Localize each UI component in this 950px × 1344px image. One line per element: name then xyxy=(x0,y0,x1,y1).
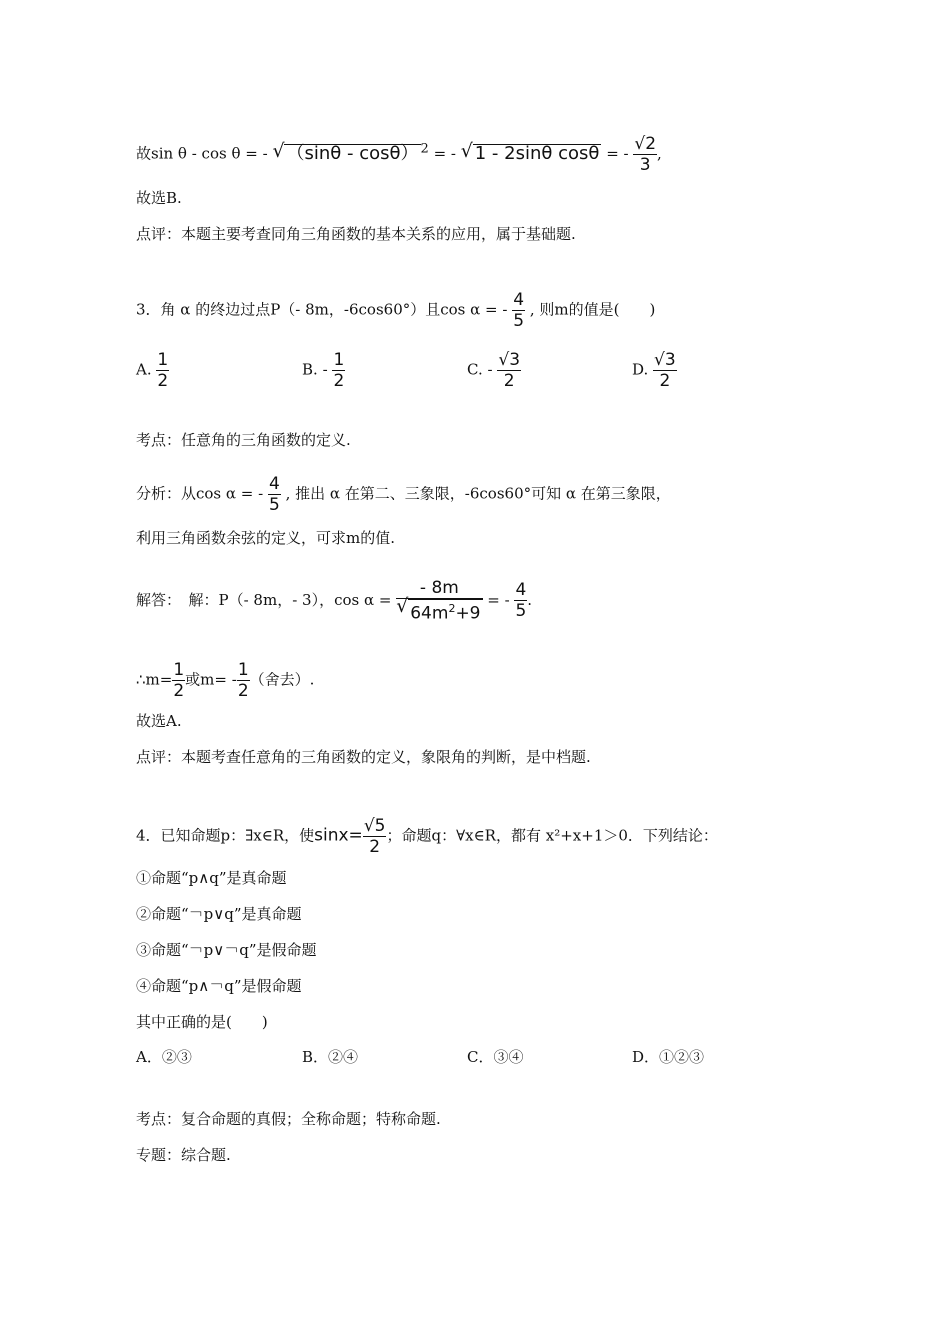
q3-stem-end: , 则m的值是( ) xyxy=(529,300,656,319)
q3-option-a xyxy=(136,350,169,391)
question-3 xyxy=(136,290,655,331)
option-den: 2 xyxy=(333,371,345,391)
jieda-mid: = - xyxy=(487,590,510,609)
q4-item-2: ②命题“￢p∨q”是真命题 xyxy=(136,905,302,923)
radicand: （sinθ - cosθ） xyxy=(286,142,419,164)
option-label: D. xyxy=(632,360,649,379)
equals-minus: = - xyxy=(433,144,456,163)
therefore-post: （舍去）. xyxy=(249,670,315,689)
therefore-frac-2 xyxy=(237,660,250,701)
therefore-frac-1 xyxy=(172,660,185,701)
therefore-pre: ∴m= xyxy=(136,670,173,689)
jieda-rad-tail: +9 xyxy=(455,603,481,624)
q4-item-4: ④命题“p∧￢q”是假命题 xyxy=(136,977,302,995)
q4-kaodian: 考点：复合命题的真假；全称命题；特称命题. xyxy=(136,1110,441,1128)
denominator: 3 xyxy=(639,155,651,175)
option-sign: - xyxy=(487,360,493,379)
comment-1: 点评：本题主要考查同角三角函数的基本关系的应用，属于基础题. xyxy=(136,225,576,243)
q4-option-d: D．①②③ xyxy=(632,1048,705,1066)
option-fraction xyxy=(653,350,677,391)
exponent: 2 xyxy=(420,141,429,157)
option-den: 2 xyxy=(503,371,515,391)
q3-answer: 故选A. xyxy=(136,712,182,730)
jieda-pre: 解答： 解：P（- 8m，- 3），cos α = xyxy=(136,590,392,609)
jieda-radicand xyxy=(408,599,482,623)
q4-option-a: A．②③ xyxy=(136,1048,192,1066)
q4-ask: 其中正确的是( ) xyxy=(136,1013,268,1031)
option-fraction xyxy=(332,350,345,391)
q4-zhuanti: 专题：综合题. xyxy=(136,1146,231,1164)
fenxi-post: , 推出 α 在第二、三象限，-6cos60°可知 α 在第三象限， xyxy=(285,484,671,503)
numerator: √2 xyxy=(634,134,657,154)
fenxi-pre: 分析：从cos α = - xyxy=(136,484,264,503)
sqrt-expression-2 xyxy=(461,144,602,164)
jieda-fraction xyxy=(396,578,482,624)
q4-num: √5 xyxy=(363,816,386,836)
q3-fraction xyxy=(512,290,525,331)
q4-option-c: C．③④ xyxy=(467,1048,524,1066)
q3-fenxi xyxy=(136,474,671,515)
jieda-den xyxy=(396,599,482,624)
q3-options xyxy=(136,350,816,394)
q3-option-c xyxy=(467,350,521,391)
therefore-den2: 2 xyxy=(237,681,249,701)
jieda-fraction-2 xyxy=(514,580,527,621)
option-num: 1 xyxy=(333,350,345,370)
q3-fenxi-2: 利用三角函数余弦的定义，可求m的值. xyxy=(136,529,395,547)
therefore-mid: 或m= - xyxy=(185,670,237,689)
option-label: A. xyxy=(136,360,152,379)
jieda-tail: . xyxy=(527,590,533,609)
formula-prefix: 故sin θ - cos θ = - xyxy=(136,144,268,163)
q4-options xyxy=(136,1047,816,1069)
q3-den: 5 xyxy=(513,311,525,331)
radicand-2: 1 - 2sinθ cosθ xyxy=(474,142,600,164)
equals-minus-2: = - xyxy=(606,144,629,163)
option-label: B. xyxy=(302,360,318,379)
q3-dianping: 点评：本题考查任意角的三角函数的定义，象限角的判断，是中档题. xyxy=(136,748,591,766)
option-num: √3 xyxy=(498,350,521,370)
q4-item-1: ①命题“p∧q”是真命题 xyxy=(136,869,287,887)
option-den: 2 xyxy=(659,371,671,391)
therefore-den1: 2 xyxy=(173,681,185,701)
therefore-num2: 1 xyxy=(237,660,249,680)
q4-den: 2 xyxy=(369,837,381,857)
q4-item-3: ③命题“￢p∨￢q”是假命题 xyxy=(136,941,317,959)
q3-therefore xyxy=(136,660,314,701)
fraction-result xyxy=(633,134,657,175)
jieda-num2: 4 xyxy=(515,580,527,601)
q3-jieda xyxy=(136,578,532,624)
sqrt-expression xyxy=(272,144,420,164)
q4-option-b: B．②④ xyxy=(302,1048,359,1066)
jieda-sqrt xyxy=(396,599,482,624)
q4-stem-end: ；命题q：∀x∈R，都有 x²+x+1＞0．下列结论： xyxy=(386,826,718,845)
q3-kaodian: 考点：任意角的三角函数的定义. xyxy=(136,431,351,449)
jieda-rad-base: 64m xyxy=(410,603,449,624)
question-4 xyxy=(136,816,718,857)
option-den: 2 xyxy=(157,371,169,391)
q4-fraction xyxy=(363,816,387,857)
option-sign: - xyxy=(322,360,328,379)
option-fraction xyxy=(156,350,169,391)
option-num: 1 xyxy=(157,350,169,370)
jieda-rad-sup: 2 xyxy=(448,602,456,615)
q3-num: 4 xyxy=(513,290,525,310)
jieda-den2: 5 xyxy=(515,601,527,622)
q3-stem: 3．角 α 的终边过点P（- 8m，-6cos60°）且cos α = - xyxy=(136,300,508,319)
q4-sinx: sinx= xyxy=(314,825,363,846)
fenxi-fraction xyxy=(268,474,281,515)
q3-option-b xyxy=(302,350,345,391)
option-num: √3 xyxy=(654,350,676,370)
q3-option-d xyxy=(632,350,677,391)
therefore-num1: 1 xyxy=(173,660,185,680)
formula-line-1 xyxy=(136,134,662,175)
fenxi-den: 5 xyxy=(268,495,280,515)
comma: , xyxy=(657,144,662,163)
answer-b: 故选B. xyxy=(136,189,182,207)
option-fraction xyxy=(497,350,521,391)
fenxi-num: 4 xyxy=(268,474,280,494)
jieda-num: - 8m xyxy=(396,578,482,599)
option-label: C. xyxy=(467,360,483,379)
q4-stem: 4．已知命题p：∃x∈R，使 xyxy=(136,826,315,845)
